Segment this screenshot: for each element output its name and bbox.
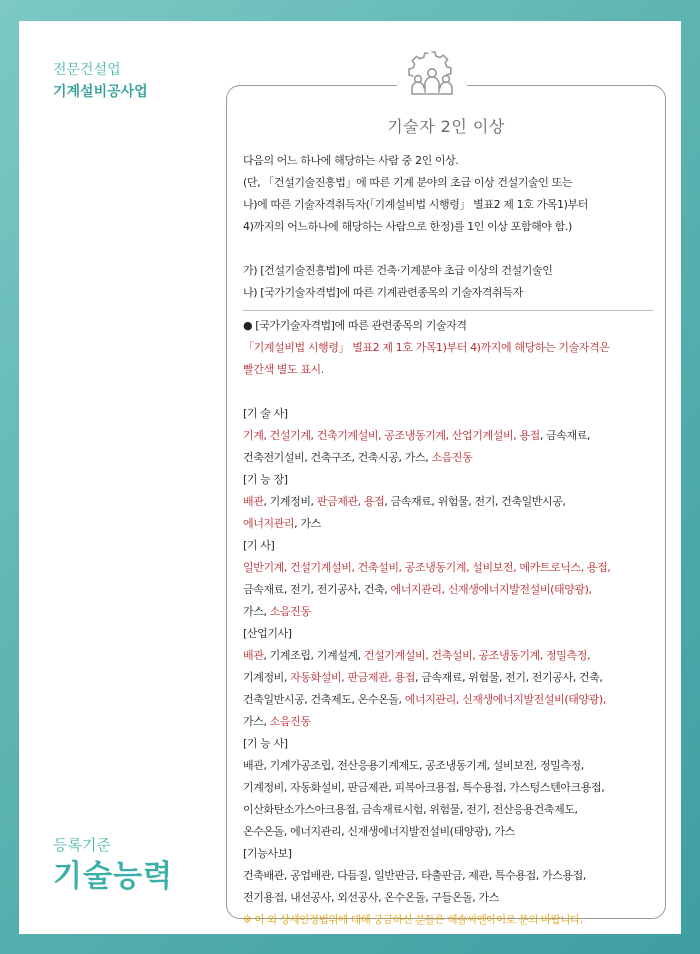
group-line bbox=[243, 799, 653, 821]
group-line bbox=[243, 425, 653, 447]
group-line bbox=[243, 667, 653, 689]
qualification-text: 온수온돌, 에너지관리, 신재생에너지발전설비(태양광), 가스 bbox=[243, 825, 515, 838]
highlight-note-line: 「기계설비법 시행령」 별표2 제 1호 가목1)부터 4)까지에 해당하는 기술자격은 bbox=[243, 341, 610, 354]
group-header: [기 능 장] bbox=[243, 473, 288, 486]
intro-line: 다음의 어느 하나에 해당하는 사람 중 2인 이상. bbox=[243, 154, 459, 167]
qualification-text: , 금속재료, 위험물, 전기, 건축일반시공, bbox=[384, 495, 566, 508]
page-card bbox=[19, 21, 681, 934]
intro-line: (단, 「건설기술진흥법」에 따른 기계 분야의 초급 이상 건설기술인 또는 bbox=[243, 176, 573, 189]
highlighted-qualification: 에너지관리, 신재생에너지발전설비(태양광), bbox=[404, 693, 606, 706]
qualification-text: , 기계정비, bbox=[263, 495, 317, 508]
item-na: 나) [국가기술자격법]에 따른 기계관련종목의 기술자격취득자 bbox=[243, 286, 523, 299]
group-line bbox=[243, 557, 653, 579]
group-header: [기 능 사] bbox=[243, 737, 288, 750]
qualification-text: 배관, 기계가공조립, 전산응용기계제도, 공조냉동기계, 설비보전, 정밀측정, bbox=[243, 759, 584, 772]
group-line bbox=[243, 447, 653, 469]
item-ga: 가) [건설기술진흥법]에 따른 건축·기계분야 초급 이상의 건설기술인 bbox=[243, 264, 553, 277]
highlighted-qualification: 소음진동 bbox=[269, 605, 311, 618]
group-line bbox=[243, 777, 653, 799]
section-label: 등록기준 bbox=[53, 836, 111, 854]
qualification-text: 가스, bbox=[243, 605, 270, 618]
highlighted-qualification: 소음진동 bbox=[431, 451, 473, 464]
highlighted-qualification: 판금제관, 용접 bbox=[316, 495, 385, 508]
group-header: [기 술 사] bbox=[243, 407, 288, 420]
highlight-note-line: 빨간색 별도 표시. bbox=[243, 363, 324, 376]
group-header: [기능사보] bbox=[243, 847, 292, 860]
highlighted-qualification: 배관 bbox=[243, 495, 264, 508]
qualification-text: , 금속재료, 위험물, 전기, 전기공사, 건축, bbox=[414, 671, 603, 684]
qualification-groups bbox=[243, 403, 653, 909]
qualification-text: 가스, bbox=[243, 715, 270, 728]
divider bbox=[243, 310, 653, 311]
highlighted-qualification: 소음진동 bbox=[269, 715, 311, 728]
group-line bbox=[243, 513, 653, 535]
qualification-text: 기계정비, bbox=[243, 671, 291, 684]
highlighted-qualification: 건설기계설비, 건축설비, 공조냉동기계, 정밀측정, bbox=[363, 649, 591, 662]
business-label: 기계설비공사업 bbox=[53, 84, 148, 100]
qualification-text: 전기용접, 내선공사, 외선공사, 온수온돌, 구들온돌, 가스 bbox=[243, 891, 499, 904]
bullet-title: ● [국가기술자격법]에 따른 관련종목의 기술자격 bbox=[243, 319, 467, 332]
highlighted-qualification: 일반기계, 건설기계설비, 건축설비, 공조냉동기계, 설비보전, 메카트로닉스, 용접, bbox=[243, 561, 611, 574]
requirements-panel bbox=[226, 85, 666, 926]
group-line bbox=[243, 689, 653, 711]
intro-line: 나)에 따른 기술자격취득자(「기계설비법 시행령」 별표2 제 1호 가목1)부터 bbox=[243, 198, 588, 211]
panel-content bbox=[243, 150, 653, 931]
group-line bbox=[243, 491, 653, 513]
highlighted-qualification: 에너지관리 bbox=[243, 517, 295, 530]
group-line bbox=[243, 821, 653, 843]
qualification-text: 이산화탄소가스아크용접, 금속재료시험, 위험물, 전기, 전산응용건축제도, bbox=[243, 803, 578, 816]
intro-block bbox=[243, 150, 653, 238]
panel-title: 기술자 2인 이상 bbox=[387, 117, 505, 136]
qualification-text: 기계정비, 자동화설비, 판금제관, 피복아크용접, 특수용접, 가스텅스텐아크용접, bbox=[243, 781, 605, 794]
group-line bbox=[243, 711, 653, 733]
qualification-text: 건축일반시공, 건축제도, 온수온돌, bbox=[243, 693, 405, 706]
highlighted-qualification: 자동화설비, 판금제관, 용접 bbox=[290, 671, 415, 684]
group-line bbox=[243, 865, 653, 887]
category-label: 전문건설업 bbox=[53, 62, 121, 78]
group-header: [기 사] bbox=[243, 539, 275, 552]
section-title: 기술능력 bbox=[53, 859, 173, 894]
qualification-text: 건축전기설비, 건축구조, 건축시공, 가스, bbox=[243, 451, 432, 464]
footer-note: ※ 이 외 상세인정범위에 대해 궁금하신 분들은 해솔씨앤아이로 문의 바랍니다. bbox=[243, 914, 583, 926]
sidebar-header bbox=[53, 59, 148, 103]
people-gear-icon bbox=[397, 48, 467, 106]
highlighted-qualification: 배관 bbox=[243, 649, 264, 662]
group-line bbox=[243, 579, 653, 601]
group-line bbox=[243, 645, 653, 667]
group-header: [산업기사] bbox=[243, 627, 292, 640]
group-line bbox=[243, 887, 653, 909]
qualification-text: 건축배관, 공업배관, 다듬질, 일반판금, 타출판금, 제관, 특수용접, 가스용접, bbox=[243, 869, 587, 882]
intro-line: 4)까지의 어느하나에 해당하는 사람으로 한정)를 1인 이상 포함해야 함.) bbox=[243, 220, 572, 233]
group-line bbox=[243, 601, 653, 623]
qualification-text: , 기계조립, 기계설계, bbox=[263, 649, 364, 662]
sidebar-footer bbox=[53, 833, 173, 897]
group-line bbox=[243, 755, 653, 777]
highlighted-qualification: 기계, 건설기계, 건축기계설비, 공조냉동기계, 산업기계설비, 용접 bbox=[243, 429, 540, 442]
highlighted-qualification: 에너지관리, 신재생에너지발전설비(태양광), bbox=[390, 583, 592, 596]
qualification-text: , 가스 bbox=[294, 517, 321, 530]
qualification-text: , 금속재료, bbox=[539, 429, 591, 442]
qualification-text: 금속재료, 전기, 전기공사, 건축, bbox=[243, 583, 391, 596]
